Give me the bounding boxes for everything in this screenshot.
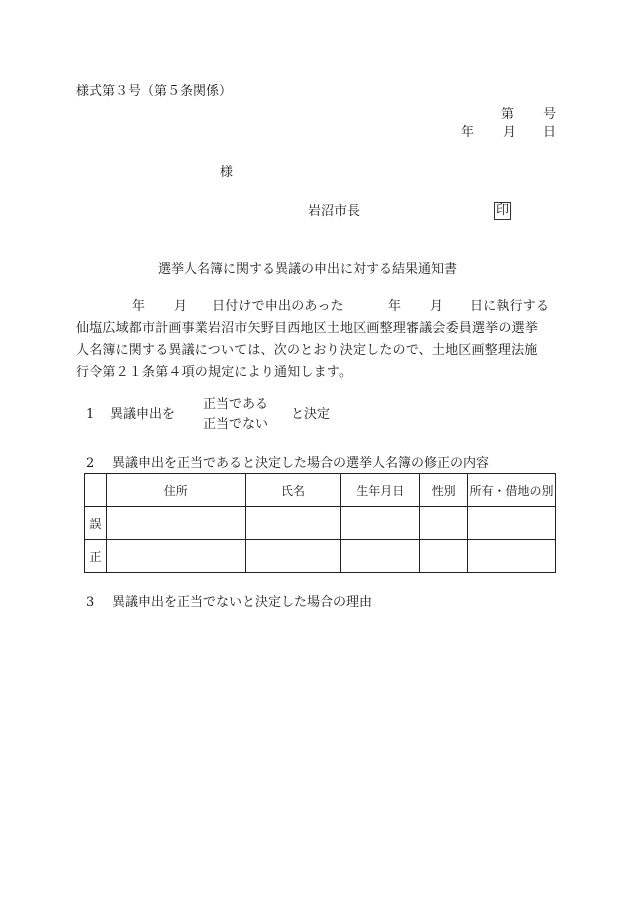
seal-mark: 印: [496, 203, 510, 218]
table-cell: [245, 507, 341, 540]
body-line-1: [76, 296, 556, 318]
body-month: 月: [174, 299, 188, 314]
table-cell: [341, 540, 420, 573]
column-header: [85, 474, 107, 507]
table-cell: [468, 507, 556, 540]
table-cell: [245, 540, 341, 573]
section2-number: 2: [86, 456, 95, 471]
document-title: 選挙人名簿に関する異議の申出に対する結果通知書: [158, 262, 458, 277]
table-cell: [106, 540, 245, 573]
number-go: 号: [543, 107, 557, 122]
column-header: 性別: [420, 474, 468, 507]
option-valid: 正当である: [203, 397, 269, 412]
option-invalid: 正当でない: [203, 417, 269, 432]
date-day: 日: [543, 125, 557, 140]
section3-heading: 異議申出を正当でないと決定した場合の理由: [112, 595, 373, 610]
table-cell: [420, 540, 468, 573]
date-month: 月: [503, 125, 517, 140]
section2-heading: 異議申出を正当であると決定した場合の選挙人名簿の修正の内容: [112, 456, 490, 471]
form-number: 様式第３号（第５条関係）: [76, 84, 233, 99]
body-year2: 年: [388, 299, 402, 314]
body-year: 年: [132, 299, 146, 314]
number-dai: 第: [501, 107, 515, 122]
body-month2: 月: [430, 299, 444, 314]
table-row: [85, 540, 556, 573]
section1-suffix: と決定: [291, 407, 331, 422]
column-header: 住所: [106, 474, 245, 507]
table-cell: [468, 540, 556, 573]
body-line-3: 人名簿に関する異議については、次のとおり決定したので、土地区画整理法施: [76, 343, 538, 358]
table-cell: [420, 507, 468, 540]
row-label: 誤: [85, 507, 107, 540]
column-header: 氏名: [245, 474, 341, 507]
body-line-4: 行令第２１条第４項の規定により通知します。: [76, 365, 353, 380]
column-header: 所有・借地の別: [468, 474, 556, 507]
column-header: 生年月日: [341, 474, 420, 507]
section3-number: 3: [86, 595, 95, 610]
body-line-2: 仙塩広域都市計画事業岩沼市矢野目西地区土地区画整理審議会委員選挙の選挙: [76, 321, 539, 336]
body-text1: 日付けで申出のあった: [212, 299, 344, 314]
table-cell: [341, 507, 420, 540]
body-text2: 日に執行する: [470, 299, 550, 314]
revision-table: [84, 473, 556, 573]
table-header-row: [85, 474, 556, 507]
date-year: 年: [461, 125, 475, 140]
body-paragraph: [76, 296, 556, 384]
section1-label: 異議申出を: [110, 407, 176, 422]
row-label: 正: [85, 540, 107, 573]
addressee-suffix: 様: [220, 165, 234, 180]
section1-number: 1: [86, 407, 95, 422]
table-row: [85, 507, 556, 540]
table-cell: [106, 507, 245, 540]
sender-title: 岩沼市長: [308, 204, 361, 219]
